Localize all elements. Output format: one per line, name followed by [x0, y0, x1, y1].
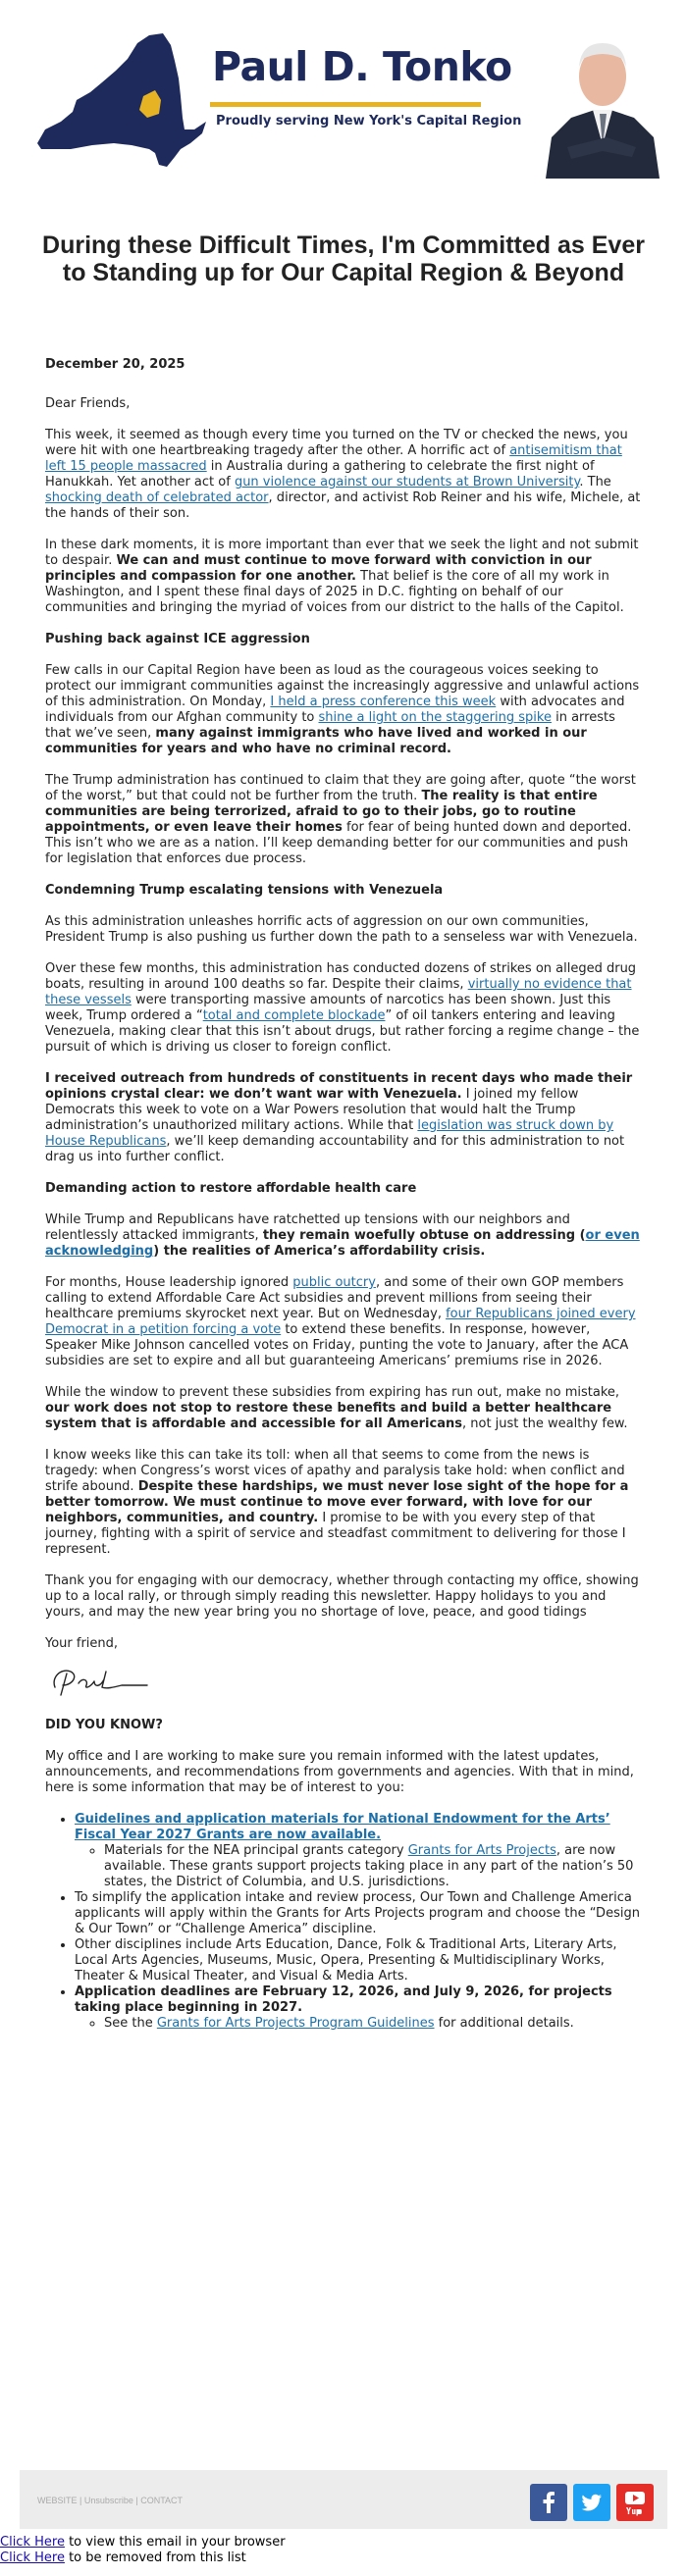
- youtube-button[interactable]: [616, 2484, 654, 2521]
- remove-from-list-link[interactable]: Click Here: [0, 2550, 65, 2565]
- blockade-link[interactable]: total and complete blockade: [202, 1008, 386, 1023]
- did-you-know-heading: DID YOU KNOW?: [45, 1718, 163, 1732]
- facebook-icon: [530, 2484, 567, 2521]
- twitter-icon: [573, 2484, 610, 2521]
- press-conference-link[interactable]: I held a press conference this week: [270, 695, 497, 709]
- youtube-icon: [616, 2484, 654, 2521]
- paragraph-10: While the window to prevent these subsidies from expiring has run out, make no mistake, our work does not stop to restore these benefits and build a better healthcare system that is affordable and accessible for all Americans, not just the wealthy few.: [45, 1385, 628, 1431]
- list-item: • To simplify the application intake and review process, Our Town and Challenge America applicants will apply within the Grants for Arts Projects program and choose the “Design & Our Town” or “Challenge America” discipline.: [75, 1890, 644, 1937]
- list-item: ◦ Materials for the NEA principal grants category Grants for Arts Projects, are now available. These grants support projects taking place in any part of the nation’s 50 states, the District of Columbia, and U.S. jurisdictions.: [104, 1843, 644, 1890]
- view-in-browser-link[interactable]: Click Here: [0, 2535, 65, 2550]
- acknowledging-link[interactable]: or even acknowledging: [45, 1228, 640, 1259]
- paragraph-5: As this administration unleashes horrific acts of aggression on our own communities, President Trump is also pushing us further down the path to a senseless war with Venezuela.: [45, 914, 638, 945]
- header-name: Paul D. Tonko: [212, 43, 512, 90]
- paragraph-9: For months, House leadership ignored public outcry, and some of their own GOP members calling to extend Affordable Care Act subsidies and prevent millions from seeing their healthcare premiums skyrocket next year. But on Wednesday, four Republicans joined every Democrat in a petition forcing a vote to extend these benefits. In response, however, Speaker Mike Johnson cancelled votes on Friday, punting the vote to January, after the ACA subsidies are set to expire and all but guaranteeing Americans’ premiums rise in 2026.: [45, 1275, 636, 1368]
- footer-links[interactable]: WEBSITE | Unsubscribe | CONTACT: [37, 2496, 184, 2505]
- antisemitism-link[interactable]: antisemitism that left 15 people massacred: [45, 443, 622, 474]
- war-powers-link[interactable]: legislation was struck down by House Republicans: [45, 1118, 614, 1149]
- paragraph-1: This week, it seemed as though every time you turned on the TV or checked the news, you were hit with one heartbreaking tragedy after the other. A horrific act of antisemitism that left 15 people massacred in Australia during a gathering to celebrate the first night of Hanukkah. Yet another act of gun violence against our students at Brown University. The shocking death of celebrated actor, director, and activist Rob Reiner and his wife, Michele, at the hands of their son.: [45, 428, 641, 521]
- actor-death-link[interactable]: shocking death of celebrated actor: [45, 490, 269, 505]
- newsletter-header: [20, 18, 667, 189]
- view-in-browser-line: Click Here to view this email in your browser: [0, 2535, 286, 2550]
- did-you-know-list: [45, 1812, 644, 2032]
- no-evidence-link[interactable]: virtually no evidence that these vessels: [45, 977, 632, 1007]
- signature: [45, 1662, 153, 1699]
- staggering-spike-link[interactable]: shine a light on the staggering spike: [318, 710, 552, 725]
- facebook-button[interactable]: [530, 2484, 567, 2521]
- public-outcry-link[interactable]: public outcry: [292, 1275, 376, 1290]
- list-item: ◦ See the Grants for Arts Projects Program Guidelines for additional details.: [104, 2016, 644, 2032]
- petition-link[interactable]: four Republicans joined every Democrat in a petition forcing a vote: [45, 1307, 636, 1337]
- paragraph-4: The Trump administration has continued to claim that they are going after, quote “the worst of the worst,” but that could not be further from the truth. The reality is that entire communities are being terrorized, afraid to go to their jobs, go to routine appointments, or even leave their homes for fear of being hunted down and deported. This isn’t who we are as a nation. I’ll keep demanding better for our communities and push for legislation that enforces due process.: [45, 773, 636, 866]
- paragraph-11: I know weeks like this can take its toll: when all that seems to come from the news is tragedy: when Congress’s worst vices of apathy and paralysis take hold: when conflict and strife abound. Despite these hardships, we must never lose sight of the hope for a better tomorrow. We must continue to move ever forward, with love for our neighbors, communities, and country. I promise to be with you every step of that journey, fighting with a spirit of service and steadfast commitment to delivering for those I represent.: [45, 1448, 629, 1557]
- paragraph-6: Over these few months, this administration has conducted dozens of strikes on alleged drug boats, resulting in around 100 deaths so far. Despite their claims, virtually no evidence that these vessels were transporting massive amounts of narcotics has been shown. Just this week, Trump ordered a “total and complete blockade” of oil tankers entering and leaving Venezuela, making clear that this isn’t about drugs, but rather forcing a regime change – the pursuit of which is driving us closer to foreign conflict.: [45, 961, 640, 1055]
- paragraph-2: In these dark moments, it is more important than ever that we seek the light and not submit to despair. We can and must continue to move forward with conviction in our principles and compassion for one another. That belief is the core of all my work in Washington, and I spent these final days of 2025 in D.C. fighting on behalf of our communities and bringing the myriad of voices from our district to the halls of the Capitol.: [45, 538, 639, 615]
- paragraph-7: I received outreach from hundreds of constituents in recent days who made their opinions crystal clear: we don’t want war with Venezuela. I joined my fellow Democrats this week to vote on a War Powers resolution that would halt the Trump administration’s unauthorized military actions. While that legislation was struck down by House Republicans, we’ll keep demanding accountability and for this administration to not drag us into further conflict.: [45, 1071, 633, 1164]
- section-heading-ice: Pushing back against ICE aggression: [45, 632, 310, 646]
- twitter-button[interactable]: [573, 2484, 610, 2521]
- section-heading-health-care: Demanding action to restore affordable health care: [45, 1181, 417, 1196]
- closing: Your friend,: [45, 1636, 119, 1651]
- paragraph-12: Thank you for engaging with our democracy, whether through contacting my office, showing up to a local rally, or through simply reading this newsletter. Happy holidays to you and yours, and may the new year bring you no shortage of love, peace, and good tidings: [45, 1573, 639, 1620]
- section-heading-venezuela: Condemning Trump escalating tensions with Venezuela: [45, 883, 444, 898]
- header-gold-bar: [210, 102, 481, 107]
- list-item: • Other disciplines include Arts Education, Dance, Folk & Traditional Arts, Literary Arts, Local Arts Agencies, Museums, Music, Opera, Presenting & Multidisciplinary Works, Theater & Musical Theater, and Visual & Media Arts.: [75, 1937, 644, 1984]
- list-item: • Application deadlines are February 12, 2026, and July 9, 2026, for projects taking place beginning in 2027. ◦ See the Grants for Arts Projects Program Guidelines for additional details.: [75, 1984, 644, 2032]
- newsletter-title: During these Difficult Times, I'm Committed as Ever to Standing up for Our Capital Region & Beyond: [42, 232, 645, 286]
- new-york-state-map-icon: [33, 27, 210, 175]
- gun-violence-link[interactable]: gun violence against our students at Brown University: [234, 475, 580, 489]
- header-tagline: Proudly serving New York's Capital Region: [216, 114, 522, 129]
- program-guidelines-link[interactable]: Grants for Arts Projects Program Guidelines: [156, 2016, 435, 2031]
- newsletter-frame: [20, 18, 667, 2529]
- newsletter-body: [45, 357, 644, 2032]
- nea-guidelines-link[interactable]: Guidelines and application materials for National Endowment for the Arts’ Fiscal Year 2027 Grants are now available.: [75, 1812, 610, 1842]
- paragraph-3: Few calls in our Capital Region have been as loud as the courageous voices seeking to protect our immigrant communities against the increasingly aggressive and unlawful actions of this administration. On Monday, I held a press conference this week with advocates and individuals from our Afghan community to shine a light on the staggering spike in arrests that we’ve seen, many against immigrants who have lived and worked in our communities for years and who have no criminal record.: [45, 663, 640, 756]
- did-you-know-intro: My office and I are working to make sure you remain informed with the latest updates, announcements, and recommendations from governments and agencies. With that in mind, here is some information that may be of interest to you:: [45, 1749, 634, 1795]
- portrait-photo: [538, 22, 667, 179]
- greeting: Dear Friends,: [45, 396, 131, 411]
- paragraph-8: While Trump and Republicans have ratchetted up tensions with our neighbors and relentlessly attacked immigrants, they remain woefully obtuse on addressing (or even acknowledging) the realities of America’s affordability crisis.: [45, 1212, 640, 1259]
- newsletter-footer: [20, 2470, 667, 2529]
- list-item: [75, 1812, 644, 1890]
- newsletter-date: December 20, 2025: [45, 357, 185, 372]
- unsubscribe-line: Click Here to be removed from this list: [0, 2550, 246, 2565]
- grants-for-arts-projects-link[interactable]: Grants for Arts Projects: [407, 1843, 556, 1858]
